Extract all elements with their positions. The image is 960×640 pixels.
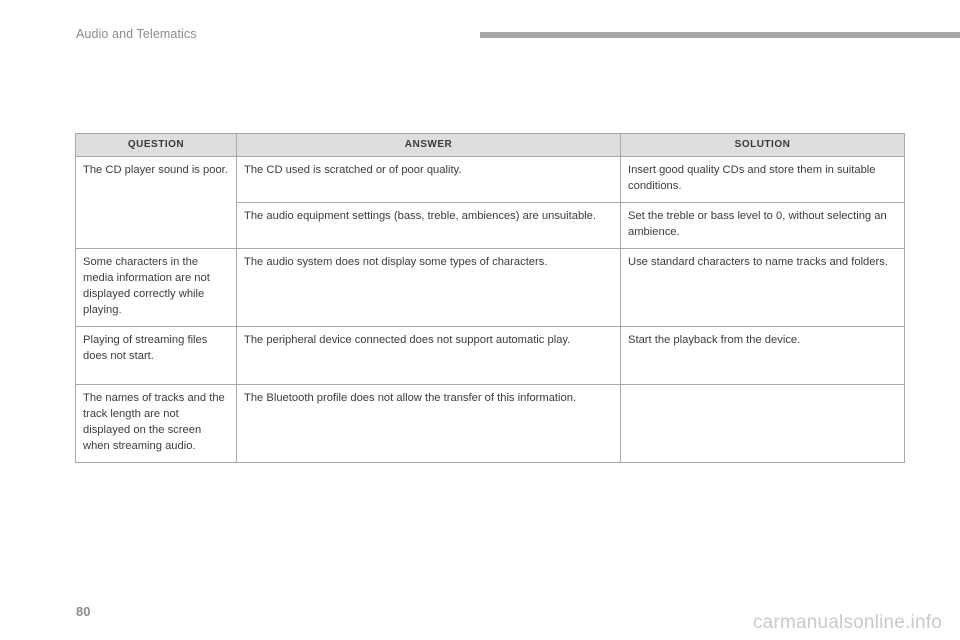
answer-cell: The CD used is scratched or of poor quality. [237, 157, 621, 203]
table-row [76, 327, 905, 385]
column-header-question: QUESTION [76, 134, 237, 157]
troubleshooting-table [75, 133, 905, 463]
answer-cell: The Bluetooth profile does not allow the transfer of this information. [237, 385, 621, 463]
table-row [76, 157, 905, 203]
answer-cell: The peripheral device connected does not support automatic play. [237, 327, 621, 385]
column-header-solution: SOLUTION [621, 134, 905, 157]
answer-cell: The audio equipment settings (bass, treble, ambiences) are unsuitable. [237, 203, 621, 249]
question-cell: Some characters in the media information are not displayed correctly while playing. [76, 249, 237, 327]
solution-cell: Insert good quality CDs and store them in suitable conditions. [621, 157, 905, 203]
solution-cell: Use standard characters to name tracks and folders. [621, 249, 905, 327]
solution-cell [621, 385, 905, 463]
question-cell: The names of tracks and the track length are not displayed on the screen when streaming audio. [76, 385, 237, 463]
solution-cell: Start the playback from the device. [621, 327, 905, 385]
page-number: 80 [76, 604, 91, 619]
table-row [76, 385, 905, 463]
watermark: carmanualsonline.info [752, 612, 942, 633]
question-cell: Playing of streaming files does not start. [76, 327, 237, 385]
header-rule [480, 32, 960, 38]
table-row [76, 249, 905, 327]
column-header-answer: ANSWER [237, 134, 621, 157]
section-title: Audio and Telematics [76, 27, 197, 41]
table-header-row [76, 134, 905, 157]
solution-cell: Set the treble or bass level to 0, without selecting an ambience. [621, 203, 905, 249]
answer-cell: The audio system does not display some types of characters. [237, 249, 621, 327]
question-cell: The CD player sound is poor. [76, 157, 237, 249]
